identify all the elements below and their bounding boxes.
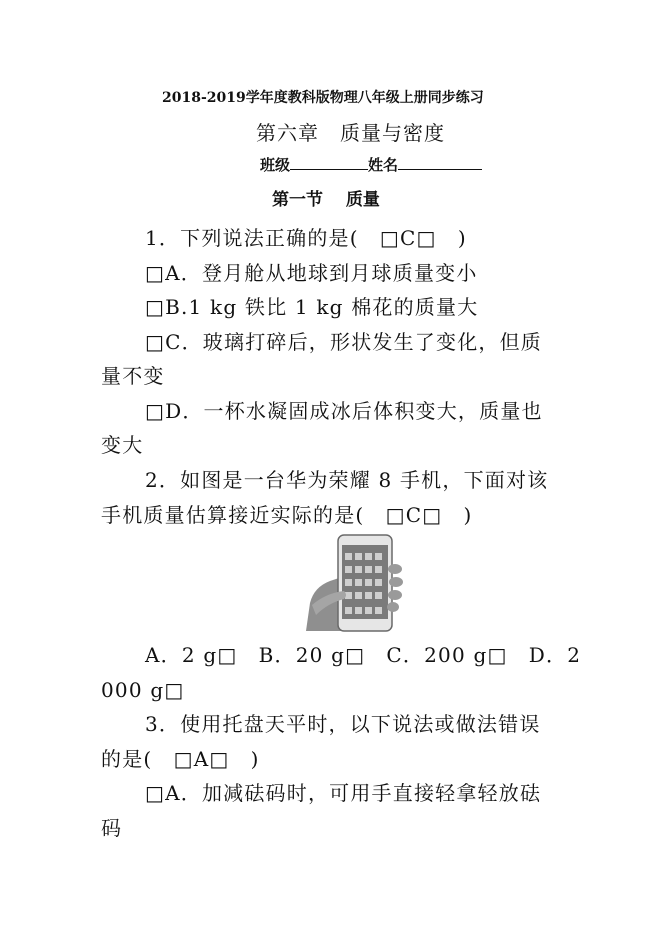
class-field — [260, 158, 482, 173]
question-3-stem: 3．使用托盘天平时，以下说法或做法错误 — [145, 712, 541, 736]
question-3-stem-continued: 的是( □A□ ) — [101, 747, 260, 771]
question-1-option-c-continued: 量不变 — [101, 364, 165, 388]
name-blank — [398, 169, 482, 170]
question-3-option-a-continued: 码 — [101, 816, 123, 840]
chapter-title: 第六章 质量与密度 — [256, 121, 445, 145]
question-1-stem: 1．下列说法正确的是( □C□ ) — [145, 226, 467, 250]
section-title: 第一节 质量 — [272, 190, 380, 210]
question-1-option-d: □D．一杯水凝固成冰后体积变大，质量也 — [145, 399, 543, 423]
question-2-stem-continued: 手机质量估算接近实际的是( □C□ ) — [101, 503, 473, 527]
question-1-option-a: □A．登月舱从地球到月球质量变小 — [145, 261, 478, 285]
name-label: 姓名 — [368, 156, 399, 174]
question-2-options: A．2 g□ B．20 g□ C．200 g□ D．2 — [145, 643, 582, 667]
phone-in-hand-figure — [304, 533, 404, 633]
class-blank — [290, 169, 368, 170]
question-1-option-d-continued: 变大 — [101, 433, 144, 457]
question-1-option-c: □C．玻璃打碎后，形状发生了变化，但质 — [145, 330, 542, 354]
document-title: 2018-2019学年度教科版物理八年级上册同步练习 — [162, 90, 484, 106]
question-1-option-b: □B.1 kg 铁比 1 kg 棉花的质量大 — [145, 295, 479, 319]
question-3-option-a: □A．加减砝码时，可用手直接轻拿轻放砝 — [145, 781, 542, 805]
question-2-stem: 2．如图是一台华为荣耀 8 手机，下面对该 — [145, 468, 549, 492]
question-2-options-continued: 000 g□ — [101, 678, 185, 702]
class-label: 班级 — [260, 156, 291, 174]
